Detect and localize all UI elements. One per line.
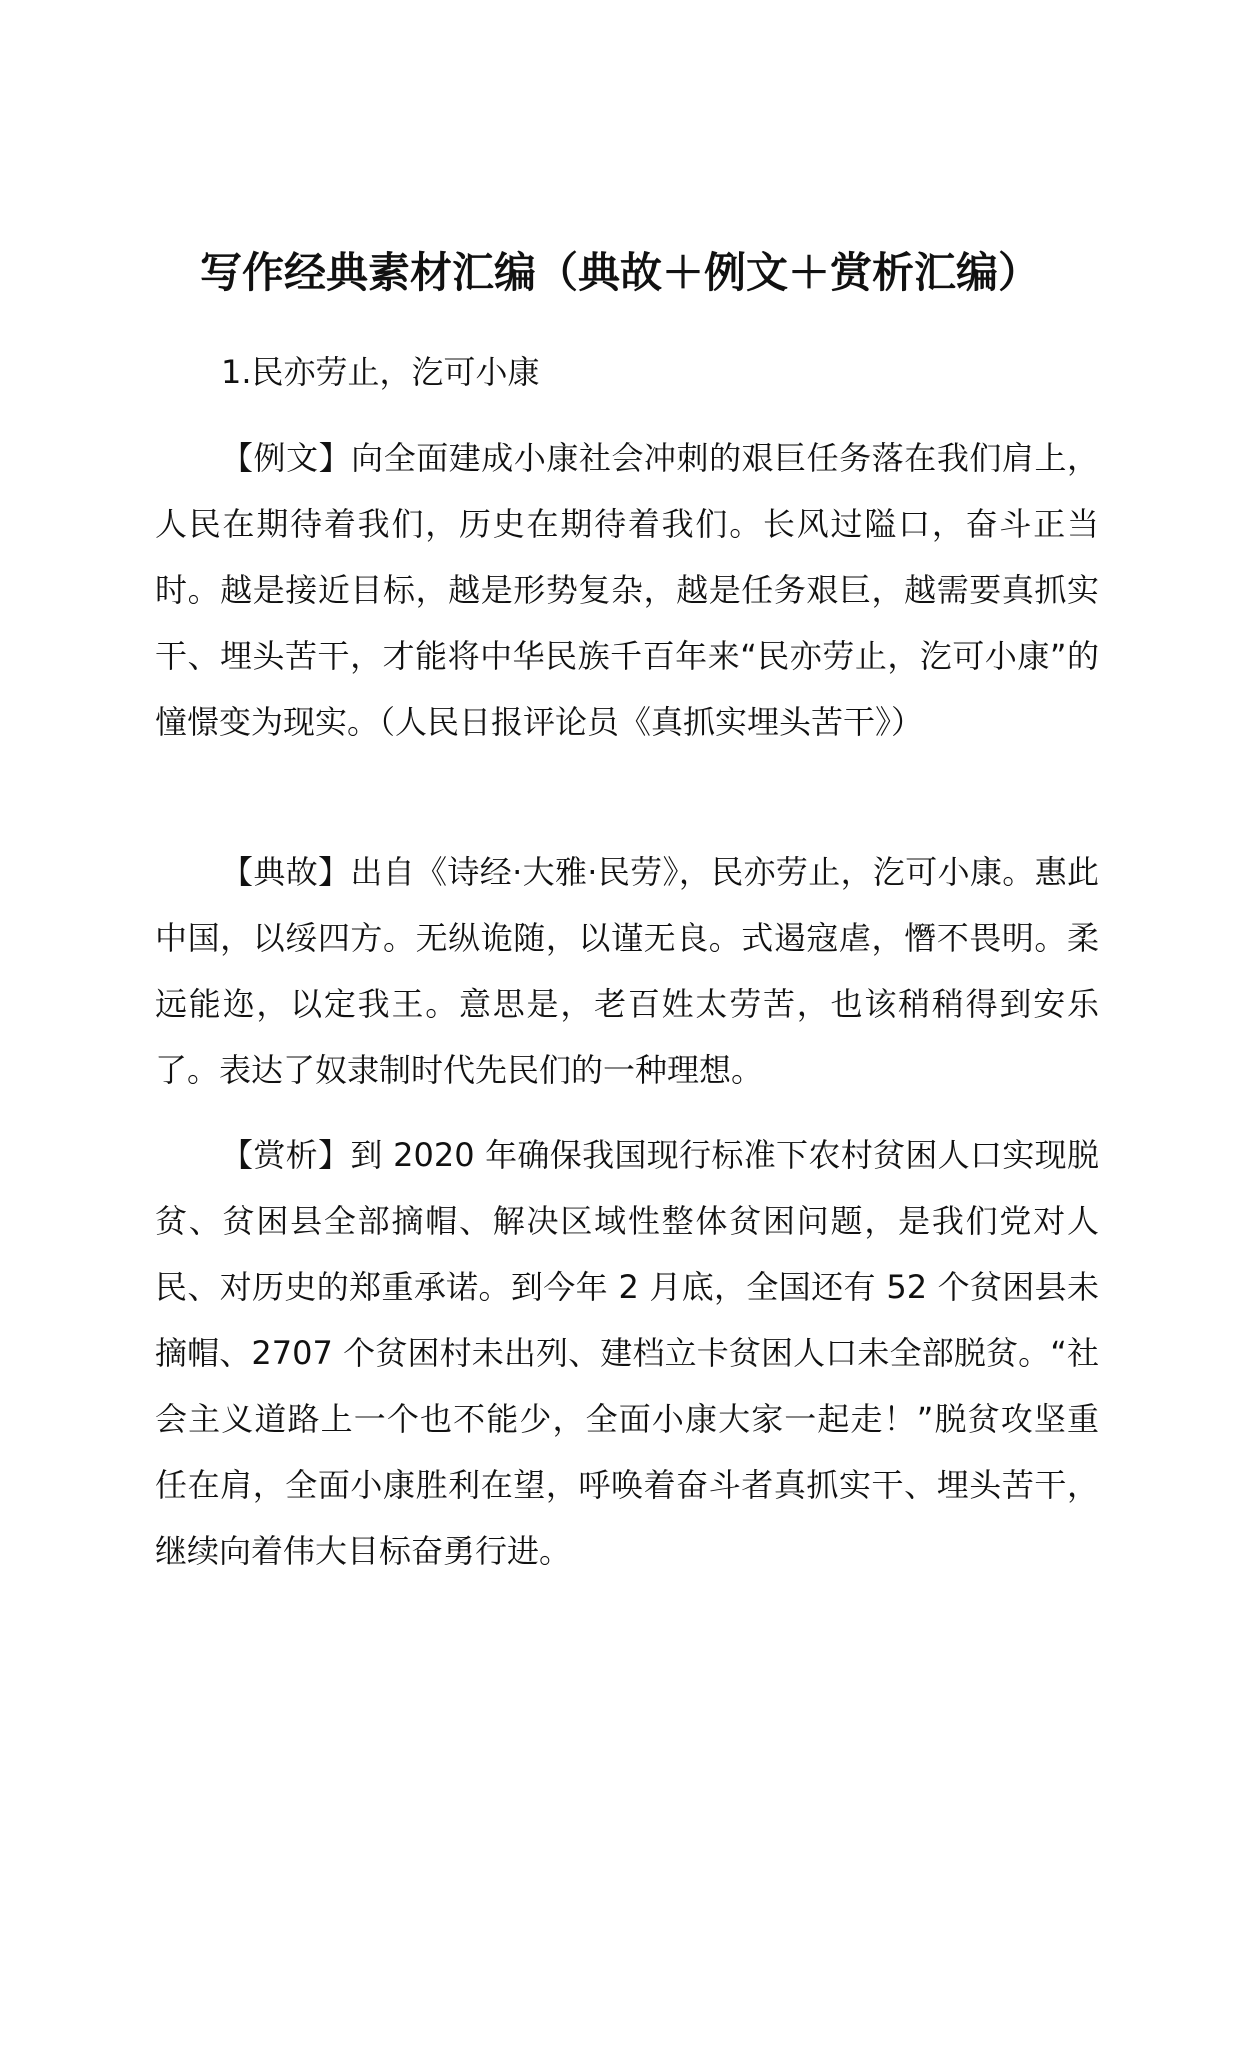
example-paragraph: 【例文】向全面建成小康社会冲刺的艰巨任务落在我们肩上，人民在期待着我们，历史在期待着我们。长风过隘口，奋斗正当时。越是接近目标，越是形势复杂，越是任务艰巨，越需要真抓实干、埋头苦干，才能将中华民族千百年来“民亦劳止，汔可小康”的憧憬变为现实。（人民日报评论员《真抓实埋头苦干》） <box>155 439 1099 741</box>
section-heading: 1.民亦劳止，汔可小康 <box>221 353 540 391</box>
allusion-paragraph: 【典故】出自《诗经·大雅·民劳》，民亦劳止，汔可小康。惠此中国，以绥四方。无纵诡随，以谨无良。式遏寇虐，憯不畏明。柔远能迩，以定我王。意思是，老百姓太劳苦，也该稍稍得到安乐了。表达了奴隶制时代先民们的一种理想。 <box>155 853 1099 1089</box>
document-title: 写作经典素材汇编（典故＋例文＋赏析汇编） <box>199 248 1040 297</box>
analysis-paragraph: 【赏析】到 2020 年确保我国现行标准下农村贫困人口实现脱贫、贫困县全部摘帽、解决区域性整体贫困问题，是我们党对人民、对历史的郑重承诺。到今年 2 月底，全国还有 52 个贫困县未摘帽、2707 个贫困村未出列、建档立卡贫困人口未全部脱贫。“社会主义道路上一个也不能少，全面小康大家一起走！”脱贫攻坚重任在肩，全面小康胜利在望，呼唤着奋斗者真抓实干、埋头苦干，继续向着伟大目标奋勇行进。 <box>155 1136 1099 1570</box>
